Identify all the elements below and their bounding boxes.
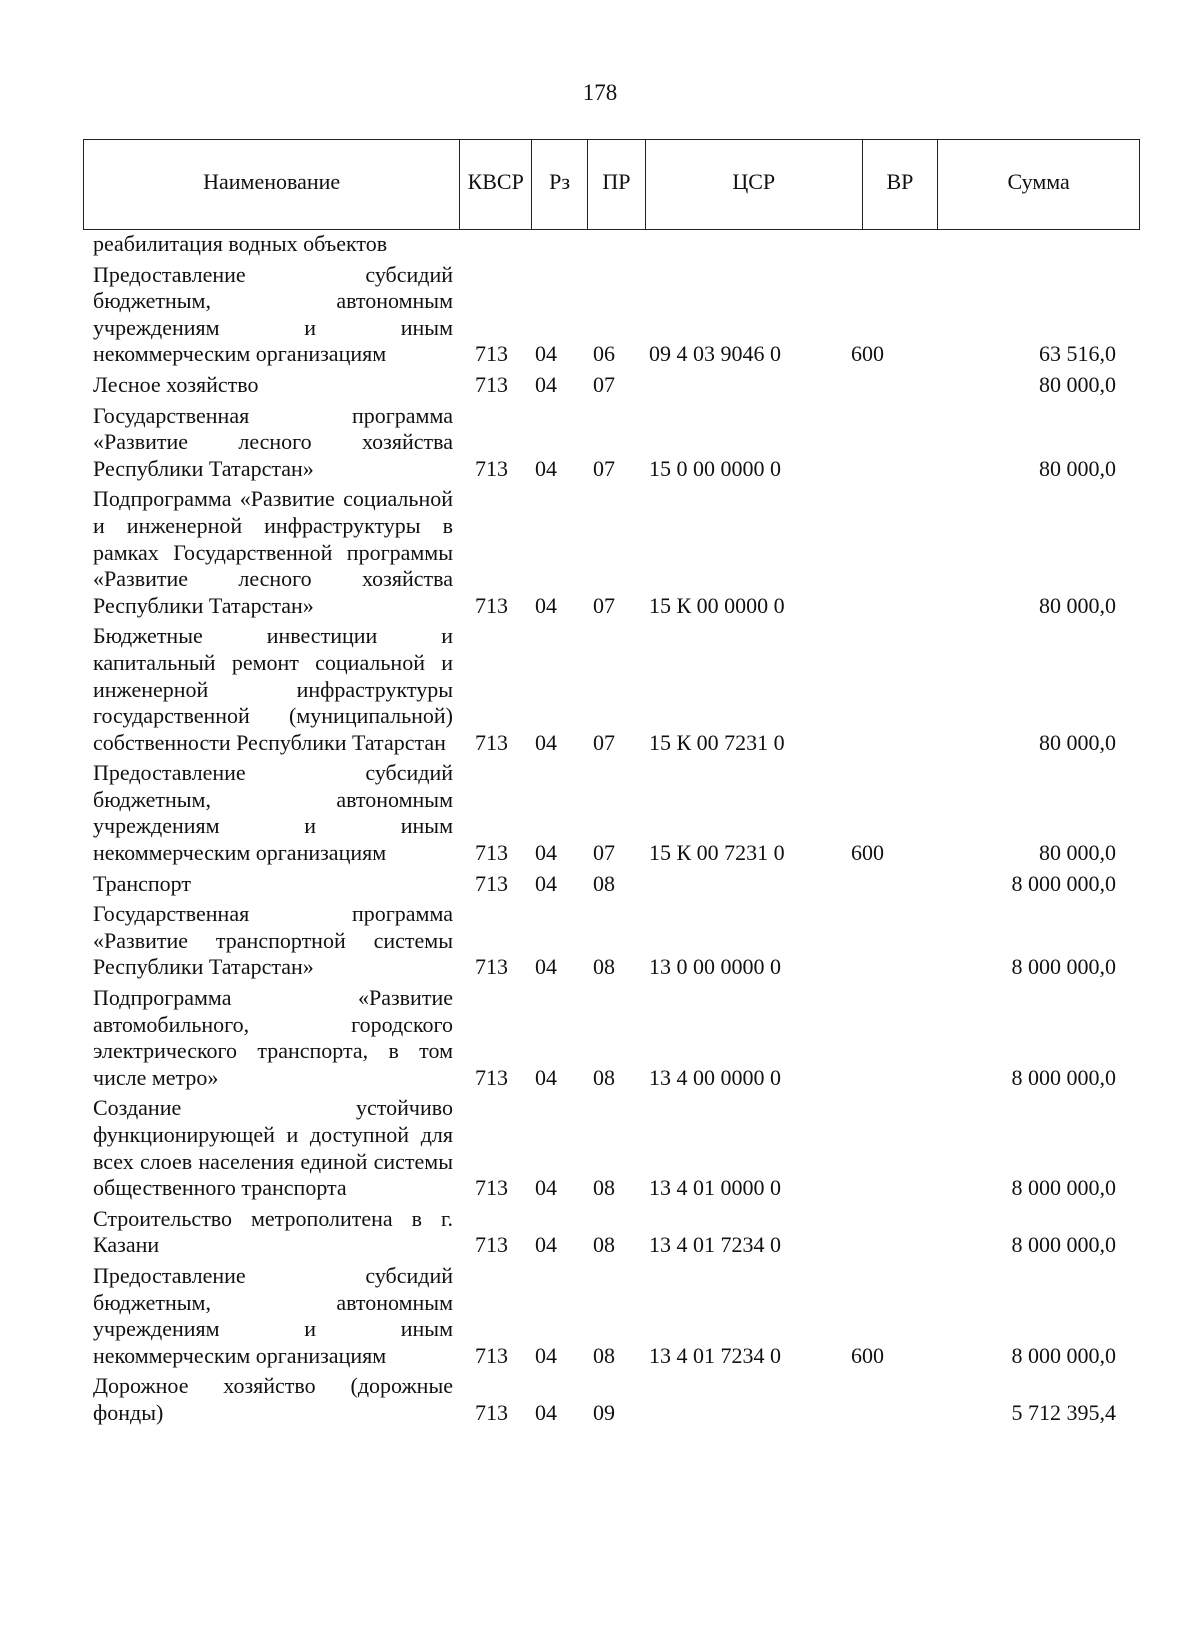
row-rz: 04 [535,840,557,866]
row-pr: 08 [593,1175,615,1201]
row-sum: 8 000 000,0 [1011,1175,1116,1201]
row-name: реабилитация водных объектов [93,231,388,256]
row-csr: 15 К 00 7231 0 [649,840,785,866]
row-name: Предоставление субсидий бюджетным, автономным учреждениям и иным некоммерческим организациям [93,261,453,367]
row-csr: 13 4 00 0000 0 [649,1064,781,1090]
row-kvsr: 713 [475,455,508,481]
row-kvsr: 713 [475,954,508,980]
row-vr: 600 [851,341,884,367]
row-name: Дорожное хозяйство (дорожные фонды) [93,1373,453,1425]
row-pr: 08 [593,1064,615,1090]
row-pr: 08 [593,954,615,980]
row-sum: 80 000,0 [1039,371,1116,397]
row-sum: 8 000 000,0 [1011,1064,1116,1090]
row-sum: 80 000,0 [1039,455,1116,481]
table-row [93,985,1133,1091]
row-csr: 15 0 00 0000 0 [649,455,781,481]
row-csr: 13 4 01 0000 0 [649,1175,781,1201]
row-csr: 09 4 03 9046 0 [649,341,781,367]
header-vr: ВР [863,140,939,229]
row-kvsr: 713 [475,1232,508,1258]
row-pr: 09 [593,1399,615,1425]
table-row [93,486,1133,619]
row-rz: 04 [535,729,557,755]
row-rz: 04 [535,1175,557,1201]
row-name: Государственная программа «Развитие транспортной системы Республики Татарстан» [93,901,453,980]
row-vr: 600 [851,1342,884,1368]
row-csr: 13 0 00 0000 0 [649,954,781,980]
table-row [93,623,1133,756]
row-name: Создание устойчиво функционирующей и доступной для всех слоев населения единой системы общественного транспорта [93,1095,453,1201]
row-kvsr: 713 [475,729,508,755]
row-sum: 8 000 000,0 [1011,870,1116,896]
table-body [93,231,1133,1427]
row-sum: 8 000 000,0 [1011,1232,1116,1258]
header-sum: Сумма [1007,168,1070,194]
row-rz: 04 [535,371,557,397]
header-kvsr: КВСР [460,140,532,229]
table-row [93,1373,1133,1426]
row-name: Подпрограмма «Развитие социальной и инженерной инфраструктуры в рамках Государственной программы «Развитие лесного хозяйства Республики Татарстан» [93,486,453,618]
row-name: Бюджетные инвестиции и капитальный ремонт социальной и инженерной инфраструктуры государственной (муниципальной) собственности Республики Татарстан [93,623,453,755]
row-csr: 15 К 00 0000 0 [649,592,785,618]
row-name: Строительство метрополитена в г. Казани [93,1205,453,1258]
table-row [93,901,1133,981]
row-pr: 07 [593,840,615,866]
table-row [93,1206,1133,1259]
row-pr: 08 [593,870,615,896]
header-pr: ПР [588,140,646,229]
table-row [93,760,1133,866]
row-rz: 04 [535,954,557,980]
table-header [83,139,1140,230]
table-row [93,231,1133,258]
row-pr: 07 [593,455,615,481]
row-kvsr: 713 [475,870,508,896]
row-kvsr: 713 [475,1342,508,1368]
row-rz: 04 [535,870,557,896]
header-name: Наименование [84,140,460,229]
row-pr: 08 [593,1232,615,1258]
row-pr: 06 [593,341,615,367]
row-sum: 5 712 395,4 [1011,1399,1116,1425]
table-row [93,1263,1133,1369]
header-csr: ЦСР [646,140,863,229]
row-kvsr: 713 [475,1399,508,1425]
page-number: 178 [582,80,618,105]
row-sum: 80 000,0 [1039,592,1116,618]
row-kvsr: 713 [475,1175,508,1201]
row-kvsr: 713 [475,1064,508,1090]
row-name: Предоставление субсидий бюджетным, автономным учреждениям и иным некоммерческим организациям [93,1262,453,1368]
row-rz: 04 [535,1342,557,1368]
row-name: Государственная программа «Развитие лесного хозяйства Республики Татарстан» [93,402,453,481]
row-pr: 07 [593,729,615,755]
row-rz: 04 [535,1232,557,1258]
row-name: Предоставление субсидий бюджетным, автономным учреждениям и иным некоммерческим организациям [93,760,453,866]
row-rz: 04 [535,1064,557,1090]
row-csr: 15 К 00 7231 0 [649,729,785,755]
row-vr: 600 [851,840,884,866]
row-kvsr: 713 [475,371,508,397]
table-row [93,262,1133,368]
header-rz: Рз [532,140,588,229]
row-sum: 80 000,0 [1039,729,1116,755]
row-pr: 08 [593,1342,615,1368]
row-rz: 04 [535,592,557,618]
row-name: Подпрограмма «Развитие автомобильного, городского электрического транспорта, в том числе метро» [93,985,453,1090]
table-row [93,403,1133,483]
row-kvsr: 713 [475,592,508,618]
row-pr: 07 [593,371,615,397]
row-rz: 04 [535,455,557,481]
row-csr: 13 4 01 7234 0 [649,1232,781,1258]
row-kvsr: 713 [475,341,508,367]
row-rz: 04 [535,341,557,367]
table-row [93,372,1133,399]
row-name: Лесное хозяйство [93,371,259,397]
row-sum: 80 000,0 [1039,840,1116,866]
row-sum: 8 000 000,0 [1011,1342,1116,1368]
row-pr: 07 [593,592,615,618]
table-row [93,871,1133,898]
row-kvsr: 713 [475,840,508,866]
row-csr: 13 4 01 7234 0 [649,1342,781,1368]
table-row [93,1095,1133,1201]
row-name: Транспорт [93,870,192,896]
row-rz: 04 [535,1399,557,1425]
row-sum: 8 000 000,0 [1011,954,1116,980]
row-sum: 63 516,0 [1039,341,1116,367]
